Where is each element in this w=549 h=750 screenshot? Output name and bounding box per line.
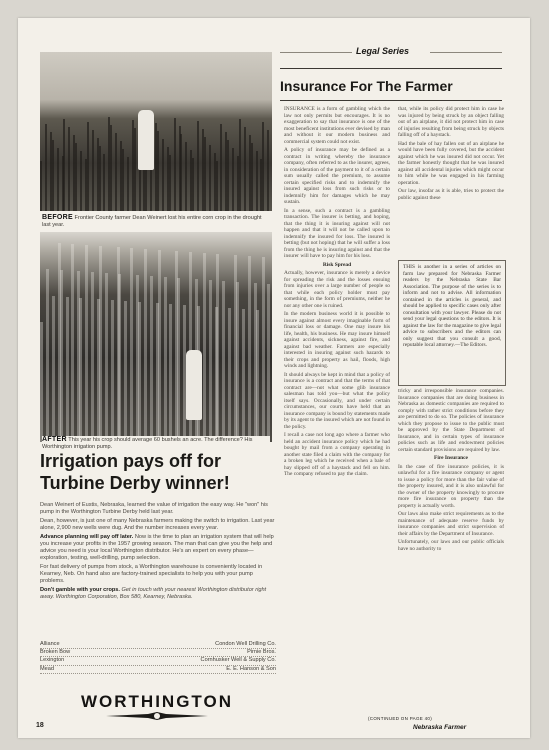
crop-stalk [124,301,127,442]
dealer-row: Mead E. E. Hanson & Son [40,666,276,674]
crop-stalk [197,121,199,211]
crop-stalk [80,151,82,211]
magazine-footer: Nebraska Farmer [413,724,467,731]
crop-stalk [203,253,206,442]
article-column-1: INSURANCE is a form of gambling which the law not only permits but encourages. It is no exaggeration to say that insurance is one of the most beneficent institutions ever devised by man and without it our modern business and commercial system could not exist. A policy of insurance may be defined as a contract in writing whereby the insurance company, often referred to as the insurer, agrees, in consideration of the payment to it of a certain sum usually called the premium, to assume certain specified risks and to indemnify the insured against loss from such risks or to indemnify him for damages which he may sustain. In a sense, such a contract is a gambling transaction. The insurer is betting, and hoping, that the thing it is insuring against will not happen and that it will not be called upon to indemnify the insured for loss. The insured is betting (but not hoping) that he will suffer a loss from the thing he is insuring against and that the insurer will have to pay him for his loss. Risk Spread Actually, however, insurance is merely a device for spreading the risk and the losses ensuing from injuries over a large number of people so that while each policy holder must pay something, in the form of premiums, neither he nor any other one is ruined. In the modern business world it is possible to insure against almost every imaginable form of financial loss or damage. One may insure his life, health, his business. He may insure himself against accidents, sickness, against fire, and against bad weather. Farmers are especially interested in insuring against such hazards to their crops and property as hail, floods, high winds and lightning. It should always be kept in mind that a policy of insurance is a contract and that the terms of that contract are—not what some glib insurance salesman has told you—but what the policy itself says. Occasionally, and under certain circumstances, our courts have held that an insurance company is bound by statements made by its agent to the insured which are not found in the policy. I recall a case not long ago where a farmer who held an accident insurance policy which he had bought by mail from a company operating in another state filed a claim with the company for a broken leg which he received when a bale of hay slipped off of a haystack and fell on him. The company refused to pay the claim. [284,106,390,477]
crop-stalk [227,140,229,211]
dealer-row: Lexington Cornhusker Well & Supply Co. [40,657,276,665]
after-photo [40,232,272,442]
dealer-list [40,641,276,674]
crop-stalk [242,309,245,442]
continued-note: (CONTINUED ON PAGE 40) [368,716,433,721]
crop-stalk [66,297,69,442]
crop-stalk [87,122,89,211]
crop-stalk [192,158,194,211]
crop-stalk [110,125,112,211]
dealer-row: Broken Bow Pirnie Bros. [40,649,276,657]
after-caption: AFTER This year his crop should average 60 bushels an acre. The difference? His Worthington irrigation pump. [42,436,270,451]
crop-stalk [52,140,54,211]
crop-stalk [164,277,167,442]
article-column-2-continued: tricky and irresponsible insurance companies. Insurance companies that are doing business in Nebraska as domestic companies are required to comply with rather strict conditions before they are permitted to do so. The policies of insurance which they propose to issue to the public must be approved by the State Department of Insurance, and in certain types of insurance policies such as life and endowment policies certain standard provisions are required by law. Fire Insurance In the case of fire insurance policies, it is unlawful for a fire insurance company or agent to issue a policy for more than the fair value of the property insured, and it is also unlawful for the owner of the property knowingly to procure more fire insurance on property than the property is actually worth. Our laws also make strict requirements as to the maintenance of adequate reserve funds by insurance companies and strict supervision of their affairs by the Department of Insurance. Unfortunately, our laws and our public officials have no authority to [398,388,504,552]
crop-stalk [115,133,117,211]
wings-emblem-icon [106,712,208,720]
crop-stalk [232,148,234,211]
magazine-page [18,18,530,738]
crop-stalk [267,284,270,442]
crop-stalk [157,131,159,211]
crop-stalk [134,128,136,211]
crop-stalk [91,272,94,442]
crop-stalk [127,157,129,211]
header-rule [430,52,502,53]
article-column-2: that, while its policy did protect him in case he was injured by being struck by an object falling out of an airplane, it did not protect him in case of injuries resulting from being struck by objects falling off of a haystack. Had the bale of hay fallen out of an airplane he would have been fully covered, but the accident against which he was insured did not occur. Yet the farmer honestly thought that he was insured against all accidental injuries which might occur to him while he was engaged in his farming operation. Our law, insofar as it is able, tries to protect the public against these [398,106,504,201]
crop-stalk [262,257,265,442]
crop-stalk [46,269,49,442]
crop-stalk [177,278,180,442]
crop-stalk [216,161,218,211]
crop-stalk [105,273,108,442]
crop-stalk [122,149,124,211]
crop-stalk [57,148,59,211]
crop-stalk [158,250,161,442]
ad-headline: Irrigation pays off for Turbine Derby winner! [40,451,230,493]
crop-stalk [118,274,121,442]
crop-stalk [63,119,65,211]
page-number: 18 [36,722,44,729]
before-caption: BEFORE Frontier County farmer Dean Weinert lost his entire corn crop in the drought last year. [42,214,262,228]
crop-stalk [209,145,211,211]
crop-stalk [209,280,212,442]
crop-stalk [79,298,82,442]
crop-stalk [75,143,77,211]
farmer-figure [138,110,154,170]
crop-stalk [169,304,172,442]
editor-note-box: THIS is another in a series of articles on farm law prepared for Nebraska Farmer readers by the Nebraska State Bar Association. The purpose of the series is to inform and not to advise. All information contained in the articles is general, and should be applied to specific cases only after consultation with your lawyer. Please do not send your legal questions to the editors. It is against the law for the magazine to give legal advice to subscribers and the editors can only suggest that you consult a good, reputable local attorney.—The Editors. [398,260,506,386]
crop-stalk [204,137,206,211]
crop-stalk [71,244,74,442]
crop-stalk [138,302,141,442]
crop-stalk [174,118,176,211]
crop-stalk [103,154,105,211]
crop-stalk [222,281,225,442]
crop-stalk [52,296,55,442]
crop-stalk [85,245,88,442]
crop-stalk [248,256,251,442]
crop-stalk [92,130,94,211]
crop-stalk [99,146,101,211]
crop-stalk [256,151,258,211]
crop-stalk [236,282,239,442]
crop-stalk [68,127,70,211]
crop-stalk [99,246,102,442]
crop-stalk [220,124,222,211]
crop-stalk [180,134,182,211]
before-photo [40,52,272,211]
crop-stalk [144,249,147,442]
article-title: Insurance For The Farmer [280,78,453,94]
crop-stalk [262,122,264,211]
crop-stalk [40,322,43,442]
farmer-figure [186,350,202,420]
crop-stalk [40,161,42,211]
crop-stalk [169,155,171,211]
crop-stalk [185,142,187,211]
header-rule [280,52,352,53]
crop-stalk [162,139,164,211]
worthington-logo: WORTHINGTON [80,692,233,711]
crop-stalk [130,248,133,442]
crop-stalk [228,308,231,442]
crop-stalk [244,127,246,211]
crop-stalk [256,310,259,442]
series-label: Legal Series [356,46,410,56]
crop-stalk [267,130,269,211]
title-rule [280,100,502,101]
ad-body: Dean Weinert of Eustis, Nebraska, learned the value of irrigation the easy way. He "won" his pump in the Worthington Turbine Derby held last year. Dean, however, is just one of many Nebraska farmers making the switch to irrigation. Last year alone, 2,900 new wells were dug. And the number increases every year. Advance planning will pay off later. Now is the time to plan an irrigation system that will help you increase your profits in the 1957 growing season. The man that can give you the help and advice you need is your local Worthington distributor. He's an expert on every phase—exploration, testing, well-drilling, pump selection. For fast delivery of pumps from stock, a Worthington warehouse is conveniently located in Kearney, Neb. On hand also are factory-trained specialists to help you with your pump problems. Don't gamble with your crops. Get in touch with your nearest Worthington distributor right away. Worthington Corporation, Box 580, Kearney, Nebraska. [40,502,275,600]
crop-stalk [216,254,219,442]
crop-stalk [150,276,153,442]
title-rule [280,68,502,69]
crop-stalk [251,143,253,211]
crop-stalk [239,119,241,211]
dealer-row: Alliance Condon Well Drilling Co. [40,641,276,649]
crop-stalk [45,124,47,211]
crop-stalk [111,300,114,442]
crop-stalk [60,270,63,442]
